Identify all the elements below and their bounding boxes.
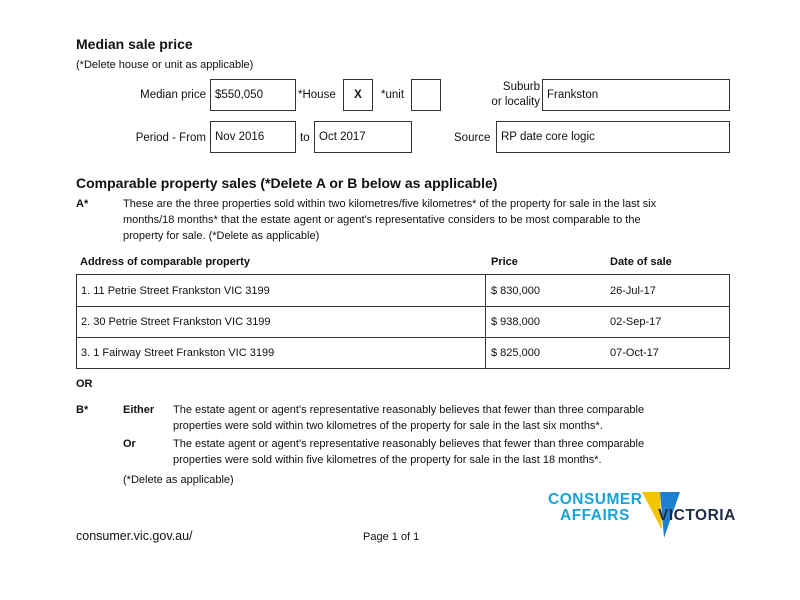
option-a-marker: A* <box>76 198 89 210</box>
median-price-field[interactable]: $550,050 <box>210 79 296 111</box>
table-header-date: Date of sale <box>610 256 672 268</box>
table-line <box>76 274 730 275</box>
row3-price: $ 825,000 <box>491 347 540 359</box>
table-line <box>729 274 730 369</box>
row1-address: 1. 11 Petrie Street Frankston VIC 3199 <box>81 285 270 297</box>
logo-consumer-text: CONSUMER <box>548 491 643 508</box>
source-label: Source <box>454 132 491 144</box>
table-header-price: Price <box>491 256 518 268</box>
page-number: Page 1 of 1 <box>363 531 420 543</box>
row2-price: $ 938,000 <box>491 316 540 328</box>
or-label: Or <box>123 438 136 450</box>
either-text <box>173 402 743 434</box>
or-line1: The estate agent or agent's representative reasonably believes that fewer than three comparable <box>173 438 645 450</box>
option-a-line3: property for sale. (*Delete as applicable) <box>123 230 320 242</box>
table-line <box>76 306 730 307</box>
option-b-note: (*Delete as applicable) <box>123 474 234 486</box>
consumer-affairs-victoria-logo <box>548 490 738 546</box>
table-line <box>76 274 77 369</box>
source-field[interactable]: RP date core logic <box>496 121 730 153</box>
comparable-sales-heading: Comparable property sales (*Delete A or B below as applicable) <box>76 175 498 191</box>
unit-label: *unit <box>381 89 405 101</box>
table-line <box>76 368 730 369</box>
option-a-line1: These are the three properties sold within two kilometres/five kilometres* of the property for sale in the last six <box>123 198 657 210</box>
or-line2: properties were sold within five kilometres of the property for sale in the last 18 months*. <box>173 454 602 466</box>
option-a-text <box>123 196 743 244</box>
row1-price: $ 830,000 <box>491 285 540 297</box>
table-line <box>76 337 730 338</box>
period-to-label: to <box>300 132 310 144</box>
period-from-label: Period - From <box>135 132 206 144</box>
house-label: *House <box>298 89 336 101</box>
either-line2: properties were sold within two kilometres of the property for sale in the last six months*. <box>173 420 603 432</box>
period-from-field[interactable]: Nov 2016 <box>210 121 296 153</box>
suburb-label-line1: Suburb <box>502 81 540 93</box>
row2-date: 02-Sep-17 <box>610 316 662 328</box>
or-text <box>173 436 743 468</box>
row1-date: 26-Jul-17 <box>610 285 656 297</box>
row3-address: 3. 1 Fairway Street Frankston VIC 3199 <box>81 347 275 359</box>
or-separator: OR <box>76 378 93 390</box>
either-line1: The estate agent or agent's representative reasonably believes that fewer than three comparable <box>173 404 645 416</box>
row2-address: 2. 30 Petrie Street Frankston VIC 3199 <box>81 316 271 328</box>
period-to-field[interactable]: Oct 2017 <box>314 121 412 153</box>
house-checkbox[interactable]: X <box>343 79 373 111</box>
row3-date: 07-Oct-17 <box>610 347 659 359</box>
unit-checkbox[interactable] <box>411 79 441 111</box>
logo-victoria-text: VICTORIA <box>658 507 736 524</box>
footer-website-link[interactable]: consumer.vic.gov.au/ <box>76 529 193 543</box>
option-a-line2: months/18 months* that the estate agent or agent's representative considers to be most comparable to the <box>123 214 641 226</box>
median-sale-price-heading: Median sale price <box>76 36 193 52</box>
suburb-field[interactable]: Frankston <box>542 79 730 111</box>
either-label: Either <box>123 404 155 416</box>
suburb-label-line2: or locality <box>491 96 540 108</box>
delete-note: (*Delete house or unit as applicable) <box>76 59 254 71</box>
logo-affairs-text: AFFAIRS <box>560 507 630 524</box>
option-b-marker: B* <box>76 404 89 416</box>
median-price-label: Median price <box>140 89 206 101</box>
table-line <box>485 274 486 369</box>
table-header-address: Address of comparable property <box>80 256 250 268</box>
